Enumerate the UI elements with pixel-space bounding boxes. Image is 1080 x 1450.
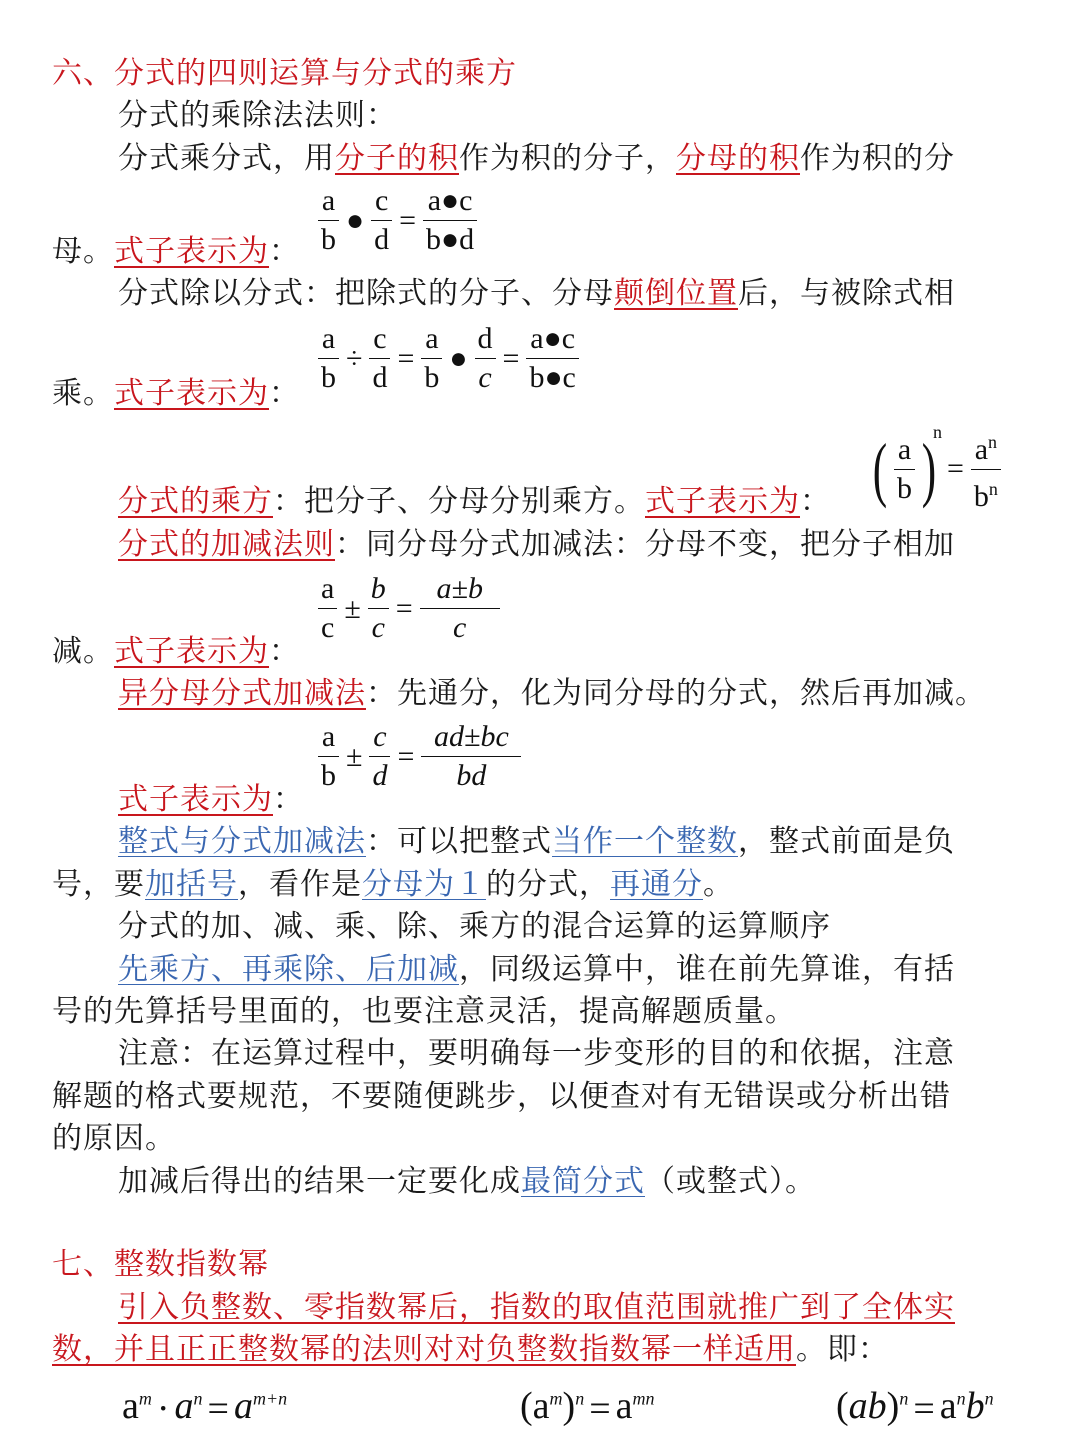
div-rule-text: 分式除以分式：把除式的分子、分母颠倒位置后，与被除式相 — [118, 276, 955, 311]
result-text: 加减后得出的结果一定要化成最简分式（或整式）。 — [118, 1164, 816, 1199]
mul-div-rule-title: 分式的乘除法法则： — [118, 98, 397, 133]
integral-fraction-text-2: 号，要加括号，看作是分母为１的分式，再通分。 — [52, 867, 734, 902]
diff-denominator-text: 异分母分式加减法：先通分，化为同分母的分式，然后再加减。 — [118, 676, 986, 711]
denominator-product-emphasis: 分母的积 — [676, 141, 800, 176]
power-rule-text: 分式的乘方：把分子、分母分别乘方。式子表示为： — [118, 484, 831, 519]
mul-rule-text: 分式乘分式，用分子的积作为积的分子，分母的积作为积的分 — [118, 141, 955, 176]
note-1: 注意：在运算过程中，要明确每一步变形的目的和依据，注意 — [118, 1036, 955, 1071]
expr-label: 式子表示为 — [114, 234, 269, 269]
order-emphasis: 先乘方、再乘除、后加减 — [118, 952, 459, 987]
section-7-heading: 七、整数指数幂 — [52, 1247, 269, 1282]
diff-denominator-label: 异分母分式加减法 — [118, 676, 366, 711]
power-label: 分式的乘方 — [118, 484, 273, 519]
formula-same-denominator: $\frac{a}{c}$ ± $\frac{b}{c}$ = $\frac{a\pm b}{c}$ — [316, 570, 502, 647]
addsub-label: 分式的加减法则 — [118, 527, 335, 562]
note-2: 解题的格式要规范，不要随便跳步，以便查对有无错误或分析出错 — [52, 1079, 951, 1114]
fraction-product: $\frac{a●c}{b●d}$ — [423, 182, 477, 259]
order-text-1: 先乘方、再乘除、后加减，同级运算中，谁在前先算谁，有括 — [118, 952, 955, 987]
diff-expr-line: 式子表示为： — [118, 782, 304, 817]
div-expr-line: 乘。式子表示为： — [52, 376, 300, 411]
mul-expr-line: 母。式子表示为： — [52, 234, 300, 269]
formula-power: ( $\frac{a}{b}$ )$^n$= $\frac{a^n}{b^n}$ — [868, 422, 1003, 516]
numerator-product-emphasis: 分子的积 — [335, 141, 459, 176]
section-6-heading: 六、分式的四则运算与分式的乘方 — [52, 56, 517, 91]
section-7-intro-1: 引入负整数、零指数幂后，指数的取值范围就推广到了全体实 — [118, 1290, 955, 1325]
order-text-2: 号的先算括号里面的，也要注意灵活，提高解题质量。 — [52, 994, 796, 1029]
formula-division: $\frac{a}{b}$ ÷ $\frac{c}{d}$ = $\frac{a}{b}$ ● $\frac{d}{c}$ = $\frac{a●c}{b●c}$ — [316, 320, 581, 397]
simplest-fraction-emphasis: 最简分式 — [521, 1164, 645, 1199]
note-3: 的原因。 — [52, 1121, 176, 1156]
formula-power-of-product: $(ab)^n = a^nb^n$ — [836, 1385, 994, 1431]
addsub-expr-line: 减。式子表示为： — [52, 634, 300, 669]
mixed-ops-title: 分式的加、减、乘、除、乘方的混合运算的运算顺序 — [118, 909, 831, 944]
integral-fraction-text-1: 整式与分式加减法：可以把整式当作一个整数，整式前面是负 — [118, 824, 955, 859]
formula-diff-denominator: $\frac{a}{b}$ ± $\frac{c}{d}$ = $\frac{ad\pm bc}{bd}$ — [316, 718, 523, 795]
formula-multiplication: $\frac{a}{b}$ ● $\frac{c}{d}$ = $\frac{a●c}{b●d}$ — [316, 182, 479, 259]
fraction-c-over-d: $\frac{c}{d}$ — [371, 182, 392, 259]
addsub-rule-text: 分式的加减法则：同分母分式加减法：分母不变，把分子相加 — [118, 527, 955, 562]
fraction-a-over-b: $\frac{a}{b}$ — [318, 182, 339, 259]
formula-exponent-product: $a^m \cdot a^n = a^{m+n}$ — [122, 1385, 288, 1431]
reverse-position-emphasis: 颠倒位置 — [614, 276, 738, 311]
section-7-intro-2: 数，并且正正整数幂的法则对对负整数指数幂一样适用。即： — [52, 1332, 889, 1367]
formula-power-of-power: $(a^m)^n = a^{mn}$ — [520, 1385, 655, 1431]
integral-fraction-label: 整式与分式加减法 — [118, 824, 366, 859]
